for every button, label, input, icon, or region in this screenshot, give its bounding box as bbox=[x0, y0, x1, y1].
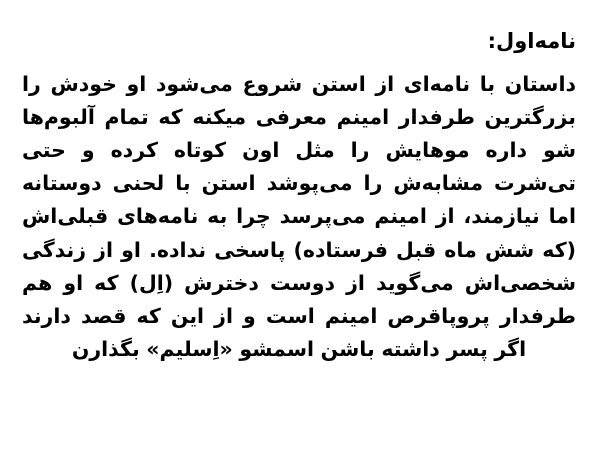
page-title: نامه‌اول: bbox=[487, 29, 576, 53]
document-body bbox=[22, 26, 576, 366]
body-paragraph: داستان با نامه‌ای از استن شروع می‌شود او خودش را بزرگترین طرفدار امینم معرفی میکنه که تمام آلبوم‌ها شو داره موهایش را مثل اون کوتاه کرده و حتی تی‌شرت مشابه‌ش را می‌پوشد استن با لحنی دوستانه اما نیازمند، از امینم می‌پرسد چرا به نامه‌های قبلی‌اش (که شش ماه قبل فرستاده) پاسخی نداده. او از زندگی شخصی‌اش می‌گوید از دوست دخترش (اِل) که او هم طرفدار پروپاقرص امینم است و از این که قصد دارند اگر پسر داشته باشن اسمشو «اِسلیم» بگذارن bbox=[22, 71, 576, 362]
